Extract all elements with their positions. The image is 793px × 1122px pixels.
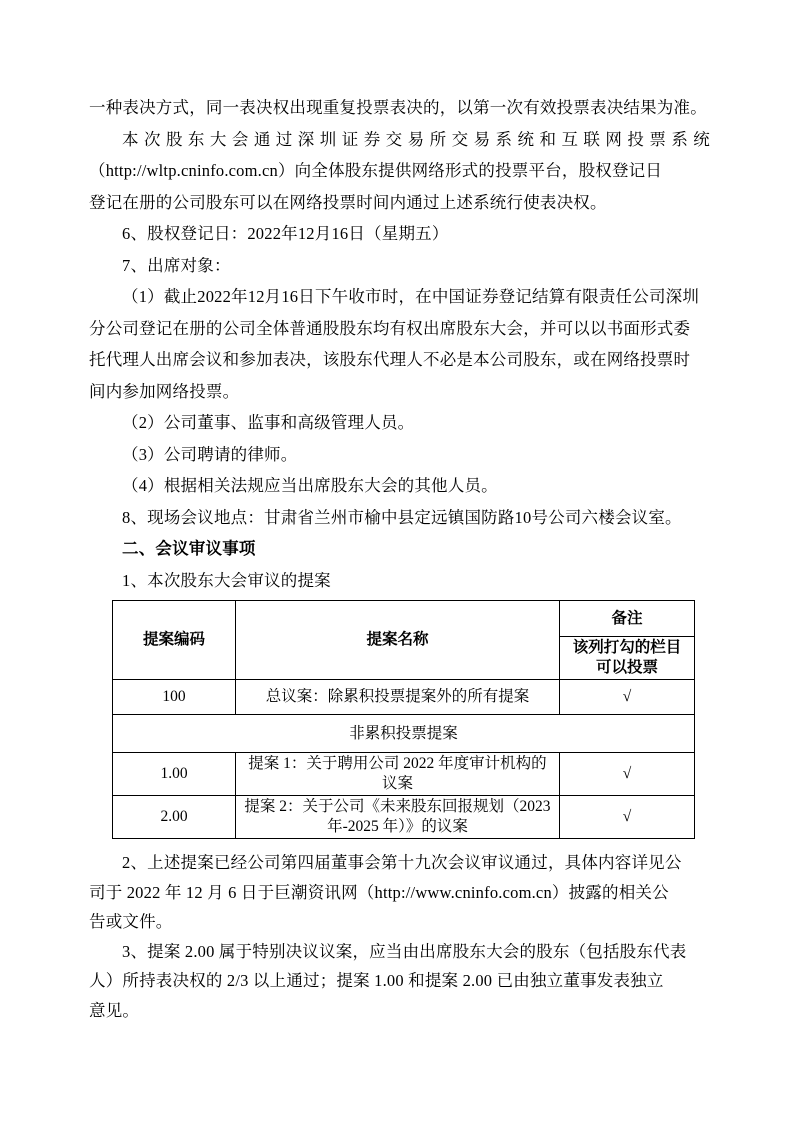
section-heading-review-items: 二、会议审议事项	[122, 539, 256, 558]
doc-line: 一种表决方式，同一表决权出现重复投票表决的，以第一次有效投票表决结果为准。	[89, 98, 707, 117]
doc-line-meeting-place: 8、现场会议地点：甘肃省兰州市榆中县定远镇国防路10号公司六楼会议室。	[122, 507, 682, 527]
doc-line: 2、上述提案已经公司第四届董事会第十九次会议审议通过，具体内容详见公	[122, 853, 682, 872]
doc-line: 托代理人出席会议和参加表决，该股东代理人不必是本公司股东，或在网络投票时	[89, 350, 691, 369]
table-row-proposal-2	[113, 796, 695, 839]
doc-line-attendees: 7、出席对象：	[122, 255, 231, 275]
table-header-remark-sub: 该列打勾的栏目可以投票	[560, 637, 695, 680]
doc-line: （http://wltp.cninfo.com.cn）向全体股东提供网络形式的投票平台，股权登记日	[89, 161, 663, 180]
doc-line-record-date: 6、股权登记日：2022年12月16日（星期五）	[122, 224, 449, 243]
proposal-code-cell: 100	[113, 680, 236, 715]
doc-line: 人）所持表决权的 2/3 以上通过；提案 1.00 和提案 2.00 已由独立董事发表独立	[89, 971, 664, 990]
doc-line: （4）根据相关法规应当出席股东大会的其他人员。	[122, 476, 498, 495]
proposal-name-cell: 提案 1：关于聘用公司 2022 年度审计机构的议案	[236, 753, 560, 796]
doc-line: 分公司登记在册的公司全体普通股股东均有权出席股东大会，并可以以书面形式委	[89, 318, 691, 338]
doc-line: 本次股东大会通过深圳证券交易所交易系统和互联网投票系统	[122, 129, 710, 149]
doc-line: （3）公司聘请的律师。	[122, 444, 298, 464]
proposal-name-cell: 总议案：除累积投票提案外的所有提案	[236, 680, 560, 715]
table-row-general-proposal	[113, 680, 695, 715]
proposal-name-cell: 提案 2：关于公司《未来股东回报规划（2023 年-2025 年）》的议案	[236, 796, 560, 839]
table-row-separator	[113, 715, 695, 753]
table-header-proposal-name: 提案名称	[236, 601, 560, 680]
doc-line-proposal-intro: 1、本次股东大会审议的提案	[122, 570, 331, 590]
proposal-code-cell: 1.00	[113, 753, 236, 796]
post-table-paragraphs	[89, 848, 710, 1025]
document-content	[89, 92, 710, 1025]
vote-check-cell: √	[560, 796, 695, 839]
proposal-table	[112, 600, 695, 839]
doc-line: 司于 2022 年 12 月 6 日于巨潮资讯网（http://www.cninfo.com.cn）披露的相关公	[89, 882, 669, 902]
vote-check-cell: √	[560, 753, 695, 796]
proposal-code-cell: 2.00	[113, 796, 236, 839]
doc-line: 意见。	[89, 1000, 140, 1020]
doc-line: 3、提案 2.00 属于特别决议议案，应当由出席股东大会的股东（包括股东代表	[122, 941, 687, 961]
separator-cell: 非累积投票提案	[113, 715, 695, 753]
doc-line: （1）截止2022年12月16日下午收市时，在中国证券登记结算有限责任公司深圳	[122, 287, 700, 306]
table-header-proposal-code: 提案编码	[113, 601, 236, 680]
doc-line: 间内参加网络投票。	[89, 381, 240, 401]
doc-line: 登记在册的公司股东可以在网络投票时间内通过上述系统行使表决权。	[89, 192, 607, 212]
table-row-proposal-1	[113, 753, 695, 796]
doc-line: 告或文件。	[89, 912, 173, 931]
vote-check-cell: √	[560, 680, 695, 715]
table-header-remark: 备注	[560, 601, 695, 637]
doc-line: （2）公司董事、监事和高级管理人员。	[122, 413, 415, 432]
